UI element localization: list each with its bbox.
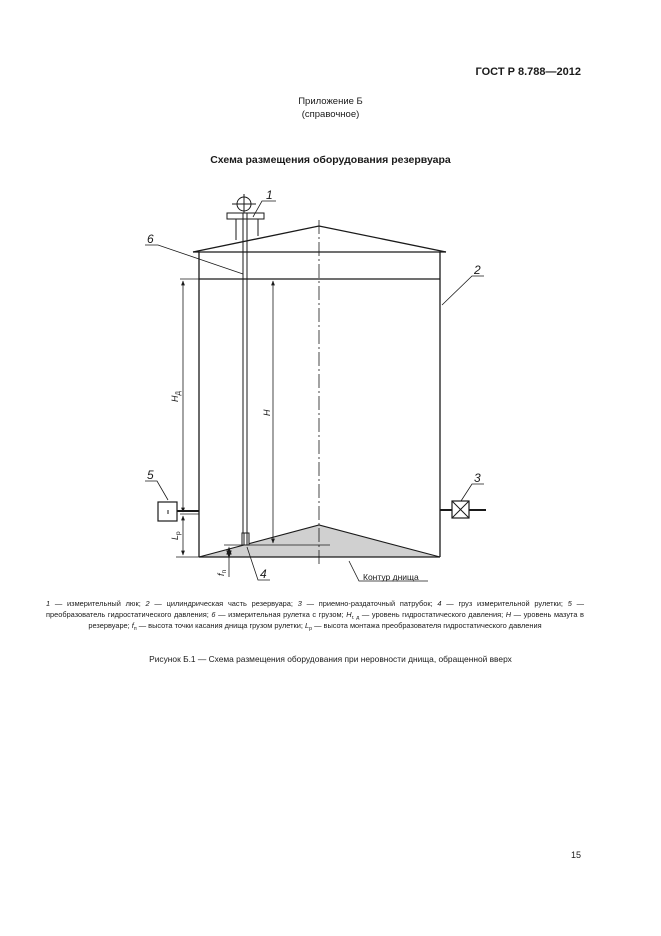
page-number: 15: [570, 850, 581, 860]
callout-6: 6: [147, 232, 154, 246]
leader-5: [145, 481, 168, 500]
leader-3: [461, 484, 484, 501]
callout-1: 1: [266, 188, 273, 202]
leader-2: [442, 276, 484, 305]
callout-2: 2: [474, 263, 481, 277]
tape-weight: [242, 533, 249, 545]
section-title: Схема размещения оборудования резервуара: [210, 154, 451, 166]
appendix-subtitle: (справочное): [301, 109, 360, 120]
bottom-contour-label: Контур днища: [363, 572, 419, 582]
fp-label: $f_п$: [216, 569, 228, 576]
callout-3: 3: [474, 471, 481, 485]
bottom-cone-fill: [199, 525, 440, 557]
appendix-title: Приложение Б: [298, 96, 363, 107]
standard-number: ГОСТ Р 8.788—2012: [475, 66, 581, 78]
lp-label: $L_р$: [170, 531, 182, 540]
figure-caption: Рисунок Б.1 — Схема размещения оборудования при неровности днища, обращенной вверх: [149, 654, 512, 664]
h-label: H: [262, 409, 272, 416]
callout-5: 5: [147, 468, 154, 482]
hd-label: $H_Д$: [170, 391, 182, 402]
measuring-hatch-flange: [227, 213, 264, 219]
figure-legend: 1 — измерительный люк; 2 — цилиндрическая часть резервуара; 3 — приемно-раздаточный патрубок; 4 — груз измерительной рулетки; 5 — преобразователь гидростатического давления; 6 — измерительная рулетка с грузом; $H_{г. д}$ — уровень гидростатического давления; H — уровень мазута в резервуаре; $f_п$ — высота точки касания днища грузом рулетки; $L_р$ — высота монтажа преобразователя гидростатического давления: [46, 599, 584, 632]
callout-4: 4: [260, 567, 267, 581]
leader-6: [145, 245, 243, 274]
tank-roof: [193, 226, 446, 252]
